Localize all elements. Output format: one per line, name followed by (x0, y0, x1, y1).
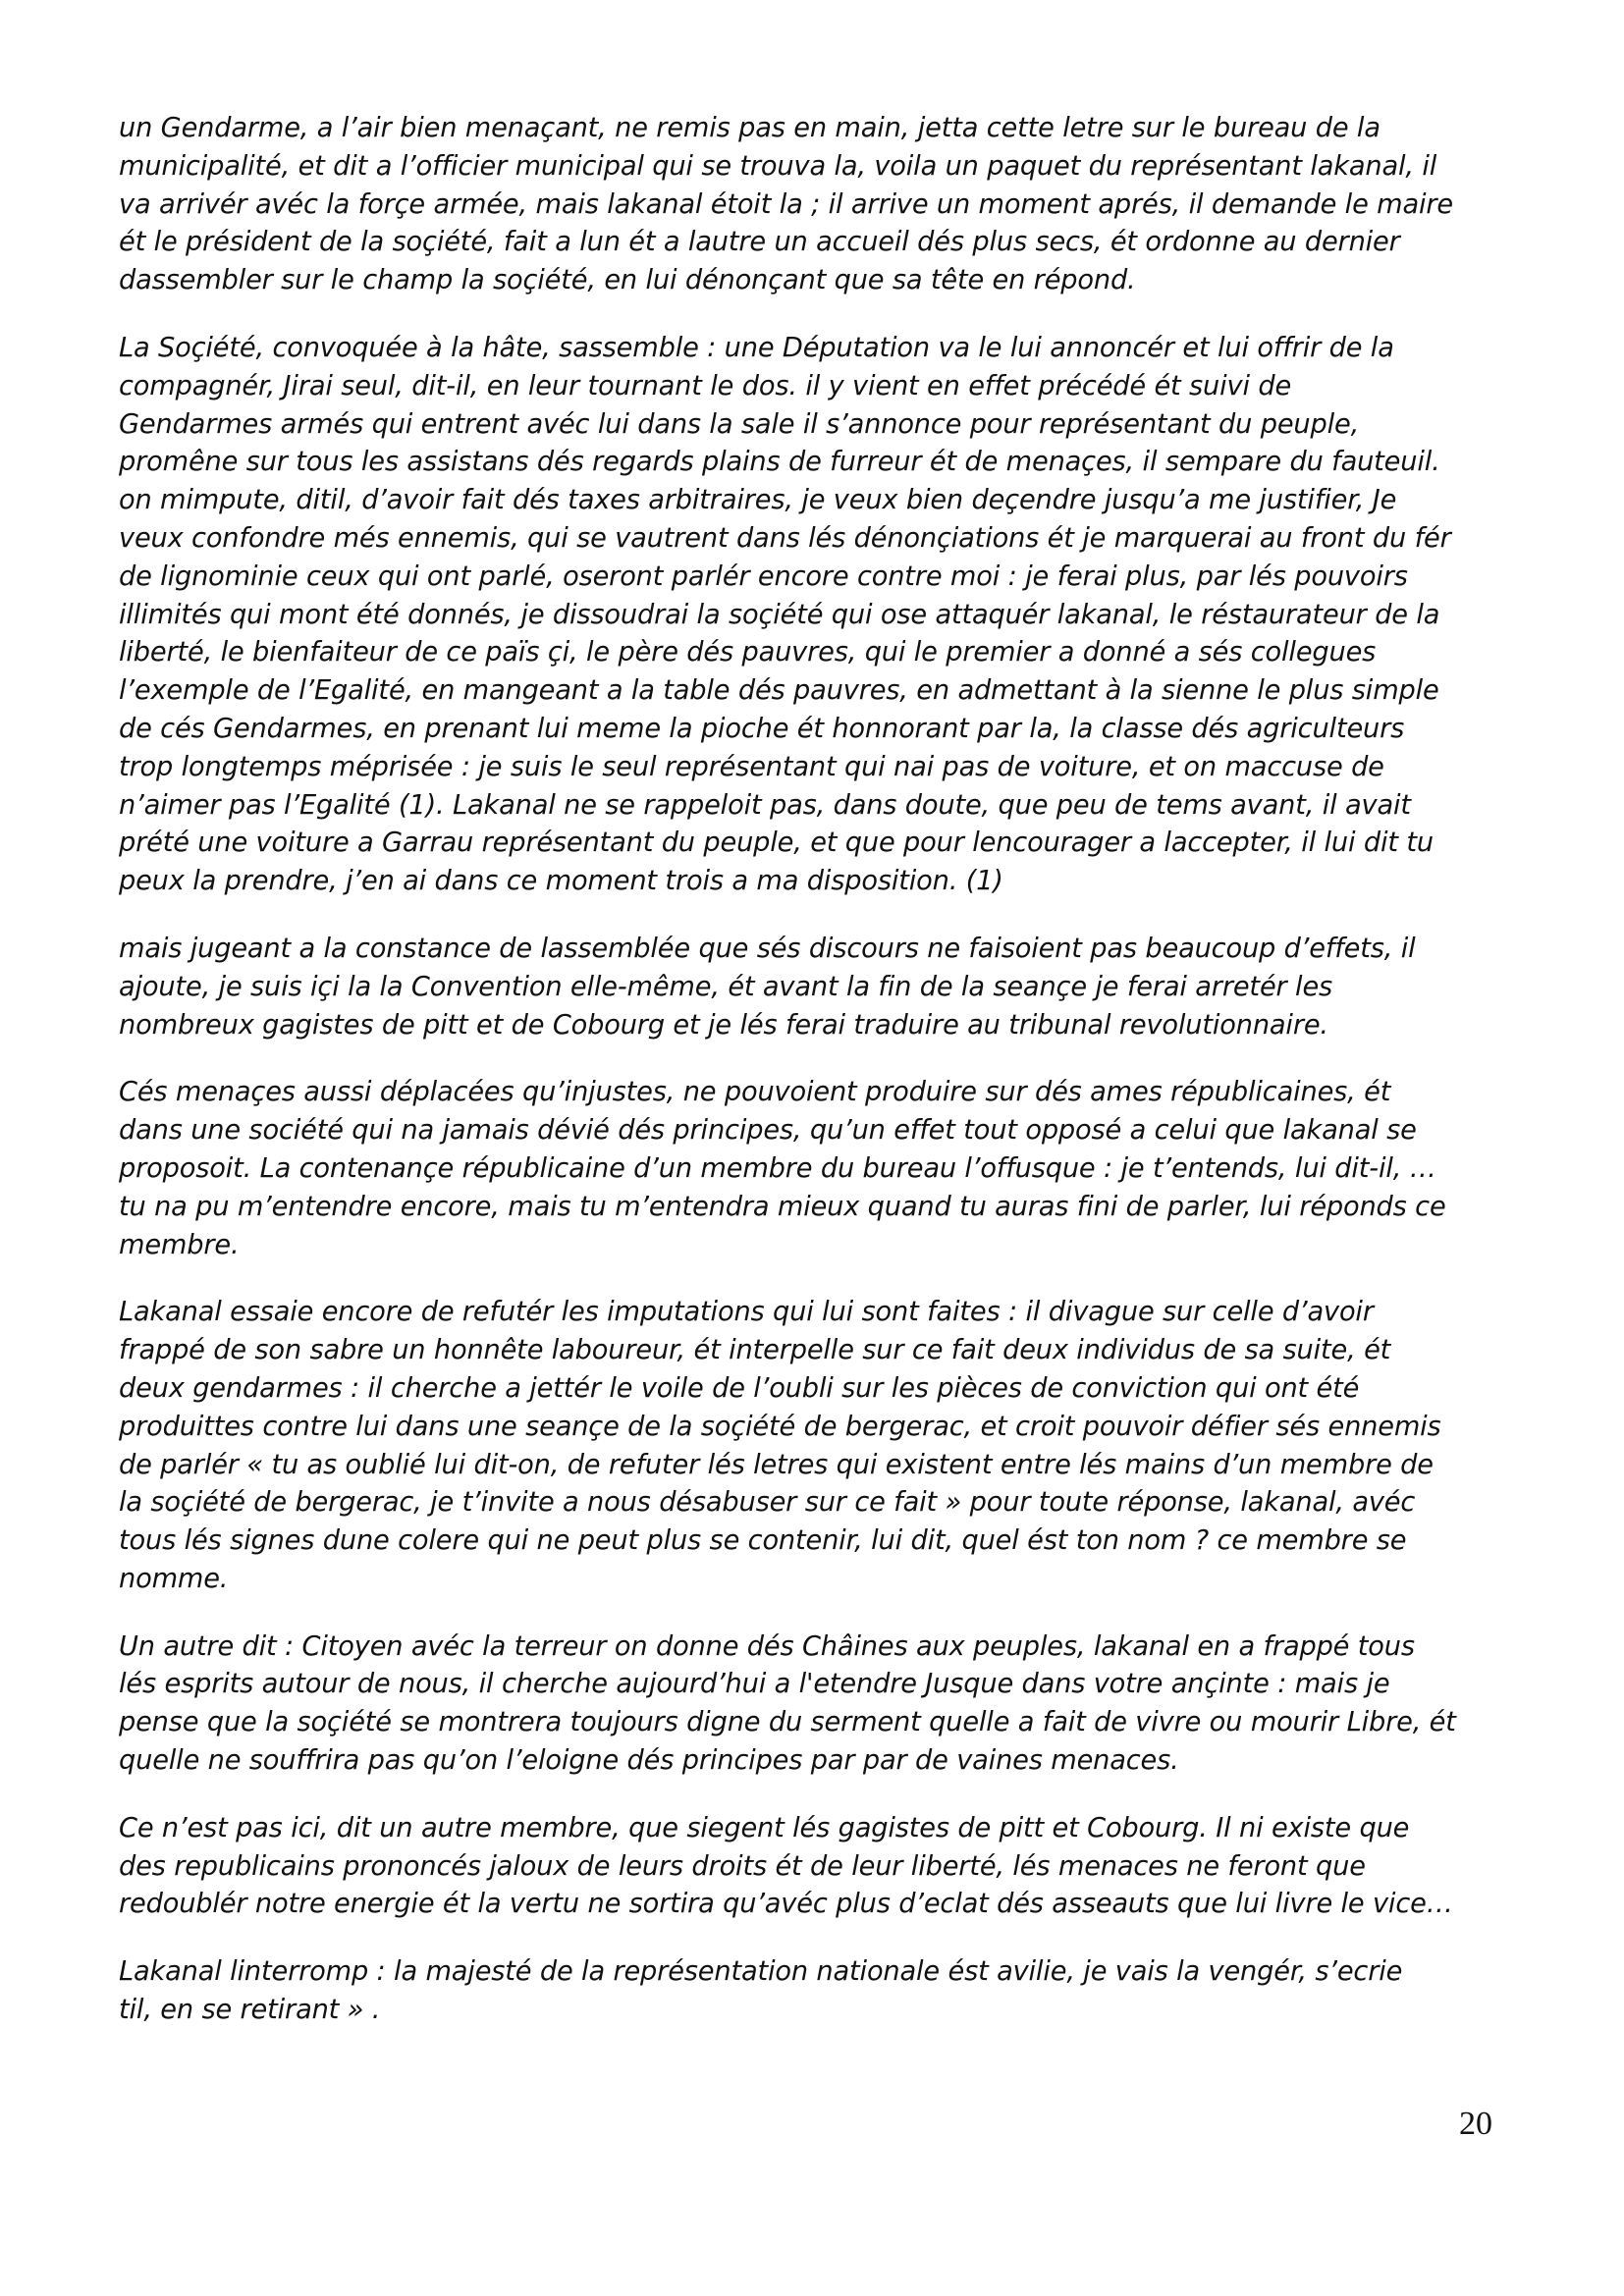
document-body (119, 110, 1528, 2059)
paragraph-7: Ce n’est pas ici, dit un autre membre, que siegent lés gagistes de pitt et Cobourg. Il ni existe que des republicains prononcés jaloux de leurs droits ét de leur liberté, lés menaces ne feront que redoublér notre energie ét la vertu ne sortira qu’avéc plus d’eclat dés asseauts que lui livre le vice… (119, 1812, 1453, 1920)
paragraph-6: Un autre dit : Citoyen avéc la terreur on donne dés Châines aux peuples, lakanal en a frappé tous lés esprits autour de nous, il cherche aujourd’hui a l'etendre Jusque dans votre ançinte : mais je pense que la soçiété se montrera toujours digne du serment quelle a fait de vivre ou mourir Libre, ét quelle ne souffrira pas qu’on l’eloigne dés principes par par de vaines menaces. (119, 1630, 1456, 1777)
paragraph-5: Lakanal essaie encore de refutér les imputations qui lui sont faites : il divague sur celle d’avoir frappé de son sabre un honnête laboureur, ét interpelle sur ce fait deux individus de sa suite, ét deux gendarmes : il cherche a jettér le voile de l’oubli sur les pièces de conviction qui ont été produittes contre lui dans une seançe de la soçiété de bergerac, et croit pouvoir défier sés ennemis de parlér « tu as oublié lui dit-on, de refuter lés letres qui existent entre lés mains d’un membre de la soçiété de bergerac, je t’invite a nous désabuser sur ce fait » pour toute réponse, lakanal, avéc tous lés signes dune colere qui ne peut plus se contenir, lui dit, quel ést ton nom ? ce membre se nomme. (119, 1297, 1441, 1594)
paragraph-3: mais jugeant a la constance de lassemblée que sés discours ne faisoient pas beaucoup d’effets, il ajoute, je suis içi la la Convention elle-même, ét avant la fin de la seançe je ferai arretér les nombreux gagistes de pitt et de Cobourg et je lés ferai traduire au tribunal revolutionnaire. (119, 933, 1416, 1041)
page-number: 20 (1459, 2106, 1492, 2142)
paragraph-2: La Soçiété, convoquée à la hâte, sassemble : une Députation va le lui annoncér et lui offrir de la compagnér, Jirai seul, dit-il, en leur tournant le dos. il y vient en effet précédé ét suivi de Gendarmes armés qui entrent avéc lui dans la sale il s’annonce pour représentant du peuple, promêne sur tous les assistans dés regards plains de furreur ét de menaçes, il sempare du fauteuil. on mimpute, ditil, d’avoir fait dés taxes arbitraires, je veux bien deçendre jusqu’a me justifier, Je veux confondre més ennemis, qui se vautrent dans lés dénonçiations ét je marquerai au front du fér de lignominie ceux qui ont parlé, oseront parlér encore contre moi : je ferai plus, par lés pouvoirs illimités qui mont été donnés, je dissoudrai la soçiété qui ose attaquér lakanal, le réstaurateur de la liberté, le bienfaiteur de ce païs çi, le père dés pauvres, qui le premier a donné a sés collegues l’exemple de l’Egalité, en mangeant a la table dés pauvres, en admettant à la sienne le plus simple de cés Gendarmes, en prenant lui meme la pioche ét honnorant par la, la classe dés agriculteurs trop longtemps méprisée : je suis le seul représentant qui nai pas de voiture, et on maccuse de n’aimer pas l’Egalité (1). Lakanal ne se rappeloit pas, dans doute, que peu de tems avant, il avait prété une voiture a Garrau représentant du peuple, et que pour lencourager a laccepter, il lui dit tu peux la prendre, j’en ai dans ce moment trois a ma disposition. (1) (119, 332, 1451, 897)
paragraph-8: Lakanal linterromp : la majesté de la représentation nationale ést avilie, je vais la vengér, s’ecrie til, en se retirant » . (119, 1956, 1403, 2026)
paragraph-1: un Gendarme, a l’air bien menaçant, ne remis pas en main, jetta cette letre sur le bureau de la municipalité, et dit a l’officier municipal qui se trouva la, voila un paquet du représentant lakanal, il va arrivér avéc la forçe armée, mais lakanal étoit la ; il arrive un moment aprés, il demande le maire ét le président de la soçiété, fait a lun ét a lautre un accueil dés plus secs, ét ordonne au dernier dassembler sur le champ la soçiété, en lui dénonçant que sa tête en répond. (119, 113, 1453, 296)
paragraph-4: Cés menaçes aussi déplacées qu’injustes, ne pouvoient produire sur dés ames républicaines, ét dans une société qui na jamais dévié dés principes, qu’un effet tout opposé a celui que lakanal se proposoit. La contenançe républicaine d’un membre du bureau l’offusque : je t’entends, lui dit-il, … tu na pu m’entendre encore, mais tu m’entendra mieux quand tu auras fini de parler, lui réponds ce membre. (119, 1077, 1446, 1260)
